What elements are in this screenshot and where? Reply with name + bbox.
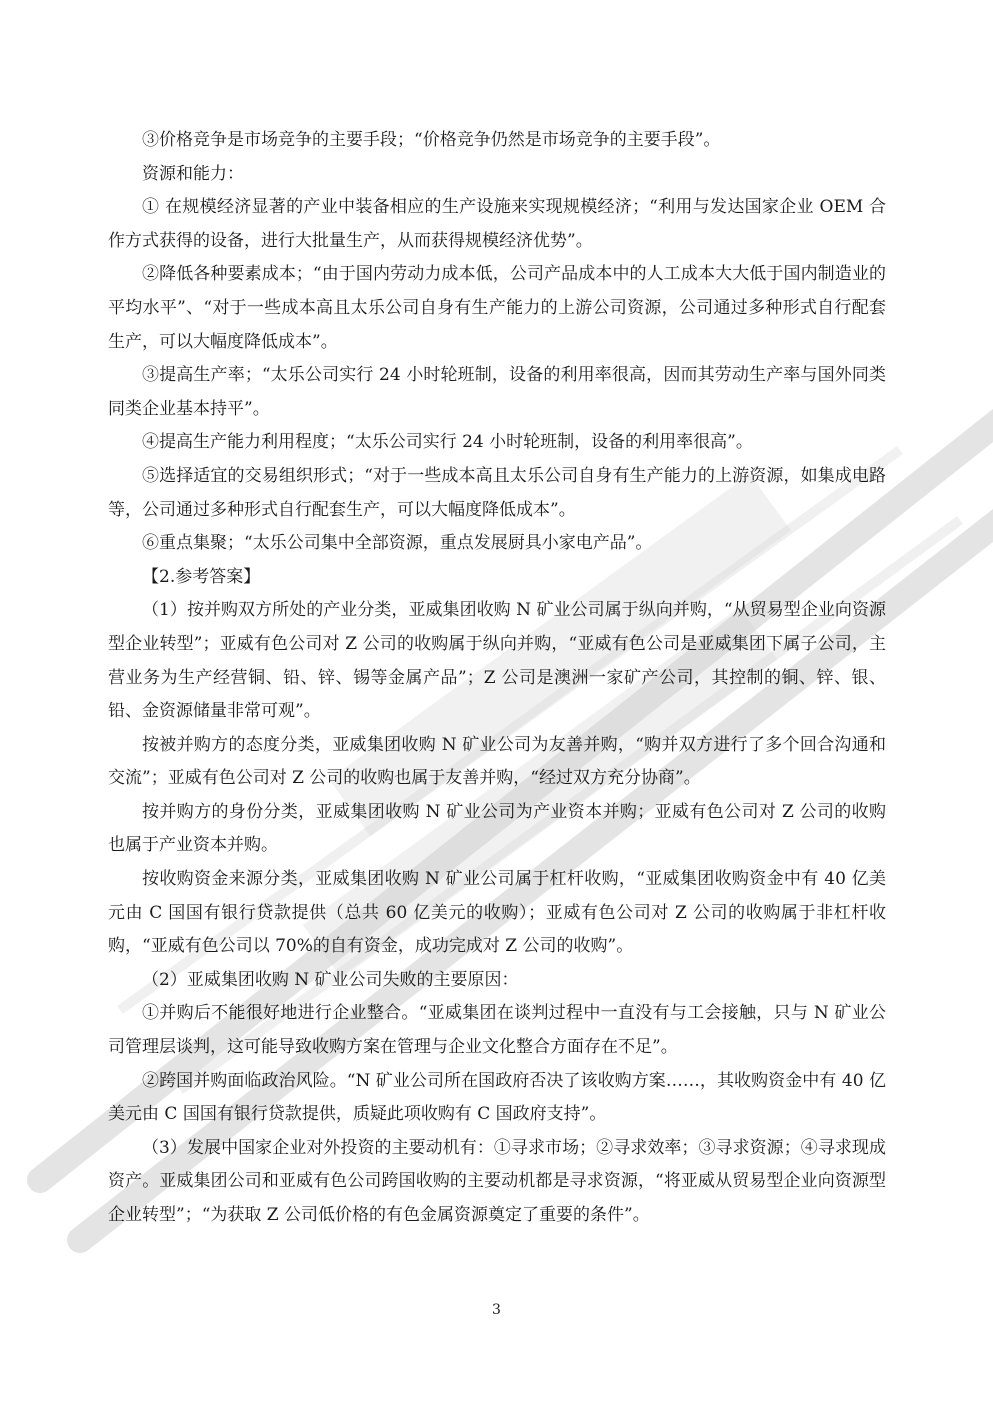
paragraph-industry-classification: （1）按并购双方所处的产业分类，亚威集团收购 N 矿业公司属于纵向并购，“从贸易型企业向资源型企业转型”；亚威有色公司对 Z 公司的收购属于纵向并购，“亚威有色公司是亚威集团下属子公司，主营业务为生产经营铜、铅、锌、锡等金属产品”；Z 公司是澳洲一家矿产公司，其控制的铜、锌、银、铅、金资源储量非常可观”。	[108, 600, 886, 722]
paragraph-identity-classification: 按并购方的身份分类，亚威集团收购 N 矿业公司为产业资本并购；亚威有色公司对 Z 公司的收购也属于产业资本并购。	[108, 801, 886, 856]
paragraph-attitude-classification: 按被并购方的态度分类，亚威集团收购 N 矿业公司为友善并购，“购并双方进行了多个回合沟通和交流”；亚威有色公司对 Z 公司的收购也属于友善并购，“经过双方充分协商”。	[108, 734, 886, 789]
paragraph-political-risk: ②跨国并购面临政治风险。“N 矿业公司所在国政府否决了该收购方案……，其收购资金中有 40 亿美元由 C 国国有银行贷款提供，质疑此项收购有 C 国政府支持”。	[108, 1070, 886, 1125]
paragraph-productivity: ③提高生产率；“太乐公司实行 24 小时轮班制，设备的利用率很高，因而其劳动生产率与国外同类同类企业基本持平”。	[108, 365, 886, 419]
paragraph-funding-classification: 按收购资金来源分类，亚威集团收购 N 矿业公司属于杠杆收购，“亚威集团收购资金中有 40 亿美元由 C 国国有银行贷款提供（总共 60 亿美元的收购）；亚威有色公司对 Z 公司的收购属于非杠杆收购，“亚威有色公司以 70%的自有资金，成功完成对 Z 公司的收购”。	[108, 869, 886, 957]
paragraph-scale-economy: ① 在规模经济显著的产业中装备相应的生产设施来实现规模经济；“利用与发达国家企业 OEM 合作方式获得的设备，进行大批量生产，从而获得规模经济优势”。	[108, 197, 886, 251]
paragraph-failure-reasons-heading: （2）亚威集团收购 N 矿业公司失败的主要原因：	[142, 969, 519, 990]
page-number: 3	[492, 1302, 501, 1318]
section-heading-answer-2: 【2.参考答案】	[142, 566, 261, 587]
paragraph-resources-heading: 资源和能力：	[142, 163, 244, 184]
paragraph-focus: ⑥重点集聚；“太乐公司集中全部资源，重点发展厨具小家电产品”。	[142, 533, 653, 554]
paragraph-investment-motives: （3）发展中国家企业对外投资的主要动机有：①寻求市场；②寻求效率；③寻求资源；④寻求现成资产。亚威集团公司和亚威有色公司跨国收购的主要动机都是寻求资源，“将亚威从贸易型企业向资源型企业转型”；“为获取 Z 公司低价格的有色金属资源奠定了重要的条件”。	[108, 1137, 886, 1225]
document-body	[108, 124, 886, 1233]
paragraph-price-competition: ③价格竞争是市场竞争的主要手段；“价格竞争仍然是市场竞争的主要手段”。	[142, 130, 721, 150]
paragraph-transaction-form: ⑤选择适宜的交易组织形式；“对于一些成本高且太乐公司自身有生产能力的上游资源，如集成电路等，公司通过多种形式自行配套生产，可以大幅度降低成本”。	[108, 465, 886, 520]
paragraph-lower-costs: ②降低各种要素成本；“由于国内劳动力成本低，公司产品成本中的人工成本大大低于国内制造业的平均水平”、“对于一些成本高且太乐公司自身有生产能力的上游公司资源，公司通过多种形式自行配套生产，可以大幅度降低成本”。	[108, 264, 886, 352]
paragraph-integration-failure: ①并购后不能很好地进行企业整合。“亚威集团在谈判过程中一直没有与工会接触，只与 N 矿业公司管理层谈判，这可能导致收购方案在管理与企业文化整合方面存在不足”。	[108, 1003, 886, 1058]
paragraph-capacity-utilization: ④提高生产能力利用程度；“太乐公司实行 24 小时轮班制，设备的利用率很高”。	[142, 432, 753, 453]
